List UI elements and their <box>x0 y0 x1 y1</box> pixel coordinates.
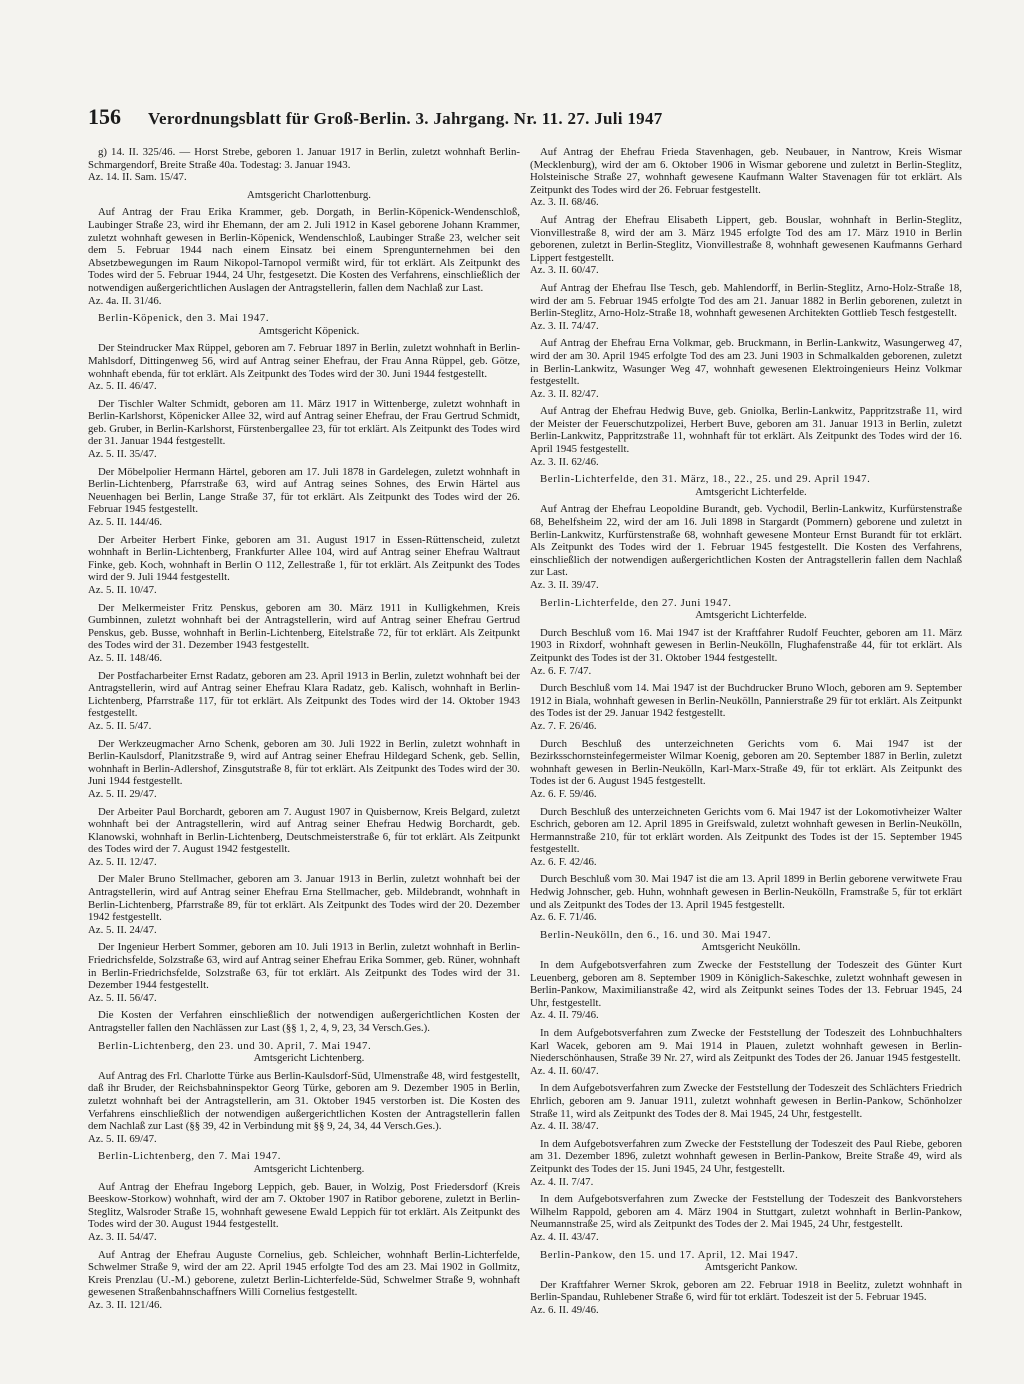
notice-text: Der Postfacharbeiter Ernst Radatz, geboren am 23. April 1913 in Berlin, zuletzt wohnhaft bei der Antragstellerin, wird auf Antrag seiner Ehefrau Klara Radatz, geb. Kalisch, wohnhaft in Berlin-Lichtenberg, Pfarrstraße 117, für tot erklärt. Als Zeitpunkt des Todes wird der 14. Oktober 1943 festgestellt. <box>88 669 520 720</box>
notice-text: g) 14. II. 325/46. — Horst Strebe, geboren 1. Januar 1917 in Berlin, zuletzt wohnhaft Berlin-Schmargendorf, Breite Straße 40a. Todestag: 3. Januar 1943. <box>88 146 520 171</box>
case-reference: Az. 3. II. 39/47. <box>530 579 599 591</box>
notice-text: Auf Antrag der Ehefrau Hedwig Buve, geb. Gniolka, Berlin-Lankwitz, Pappritzstraße 11, wird der Meister der Feuerschutzpolizei, Herbert Buve, geboren am 31. Januar 1913 in Berlin, zuletzt Berlin-Lankwitz, Pappritzstraße 11, wohnhaft für tot erklärt. Als Zeitpunkt des Todes wird der 16. April 1945 festgestellt. <box>530 405 962 456</box>
case-reference: Az. 3. II. 68/46. <box>530 196 599 209</box>
notice-entry <box>88 873 520 936</box>
court-date-line: Berlin-Köpenick, den 3. Mai 1947. <box>98 312 270 325</box>
notice-entry <box>88 189 520 202</box>
notice-entry <box>530 405 962 468</box>
case-reference: Az. 4. II. 60/47. <box>530 1064 599 1077</box>
case-reference: Az. 14. II. Sam. 15/47. <box>88 171 187 184</box>
notice-entry <box>530 337 962 400</box>
case-reference: Az. 3. II. 74/47. <box>530 319 599 332</box>
notice-entry <box>88 398 520 461</box>
notice-entry <box>88 670 520 733</box>
notice-entry <box>88 941 520 1004</box>
running-title: Verordnungsblatt für Groß-Berlin. 3. Jahrgang. Nr. 11. 27. Juli 1947 <box>148 109 663 128</box>
court-date-line: Berlin-Lichterfelde, den 27. Juni 1947. <box>540 596 732 609</box>
notice-entry <box>88 602 520 665</box>
case-reference: Az. 3. II. 60/47. <box>530 264 599 277</box>
notice-text: Durch Beschluß vom 30. Mai 1947 ist die am 13. April 1899 in Berlin geborene verwitwete Frau Hedwig Johnscher, geb. Huhn, wohnhaft gewesen in Berlin-Neukölln, Framstraße 5, für tot erklärt und als Zeitpunkt des Todes der 13. April 1945 festgestellt. <box>530 873 962 911</box>
case-reference: Az. 6. F. 59/46. <box>530 787 597 800</box>
notice-entry <box>530 597 962 622</box>
court-name: Amtsgericht Köpenick. <box>258 324 360 337</box>
notice-entry <box>530 1138 962 1188</box>
notice-entry <box>530 1082 962 1132</box>
case-reference: Az. 4. II. 7/47. <box>530 1175 594 1188</box>
page-header <box>88 104 948 130</box>
case-reference: Az. 3. II. 82/47. <box>530 387 599 400</box>
notice-text: In dem Aufgebotsverfahren zum Zwecke der Feststellung der Todeszeit des Lohnbuchhalters Karl Wacek, geboren am 9. Mai 1914 in Plauen, zuletzt wohnhaft gewesen in Berlin-Niederschönhausen, Straße 39 Nr. 27, wird als Zeitpunkt des Todes der 26. Januar 1945 festgestellt. <box>530 1027 962 1065</box>
case-reference: Az. 5. II. 12/47. <box>88 855 157 868</box>
notice-entry <box>530 503 962 591</box>
notice-text: In dem Aufgebotsverfahren zum Zwecke der Feststellung der Todeszeit des Bankvorstehers Wilhelm Rappold, geboren am 4. März 1904 in Stuttgart, zuletzt wohnhaft in Berlin-Pankow, Neumannstraße 25, wird als Zeitpunkt des Todes der 2. Mai 1945, 24 Uhr, festgestellt. <box>530 1193 962 1231</box>
case-reference: Az. 5. II. 5/47. <box>88 719 152 732</box>
notice-entry <box>88 1009 520 1034</box>
notice-entry <box>88 466 520 529</box>
case-reference: Az. 5. II. 148/46. <box>88 651 163 664</box>
notice-text: In dem Aufgebotsverfahren zum Zwecke der Feststellung der Todeszeit des Günter Kurt Leuenberg, geboren am 8. September 1909 in Königlich-Sakeschke, zuletzt wohnhaft gewesen in Berlin-Pankow, Maximilianstraße 42, wird als Zeitpunkt seines Todes der 13. Februar 1945, 24 Uhr, festgestellt. <box>530 959 962 1009</box>
case-reference: Az. 3. II. 62/46. <box>530 455 599 468</box>
notice-entry <box>88 342 520 392</box>
notice-entry <box>530 873 962 923</box>
court-date-line: Berlin-Pankow, den 15. und 17. April, 12. Mai 1947. <box>540 1248 799 1261</box>
court-date-line: Berlin-Lichtenberg, den 7. Mai 1947. <box>98 1150 282 1163</box>
notice-entry <box>530 738 962 801</box>
case-reference: Az. 5. II. 10/47. <box>88 584 157 596</box>
court-date-line: Berlin-Lichtenberg, den 23. und 30. April, 7. Mai 1947. <box>98 1039 372 1052</box>
notice-entry <box>88 1150 520 1175</box>
case-reference: Az. 3. II. 121/46. <box>88 1298 163 1311</box>
notice-entry <box>530 806 962 869</box>
notice-text: Der Werkzeugmacher Arno Schenk, geboren am 30. Juli 1922 in Berlin, zuletzt wohnhaft in Berlin-Kaulsdorf, Planitzstraße 9, wird auf Antrag seiner Ehefrau Hildegard Schenk, geb. Sellin, wohnhaft in Berlin-Adlershof, Zinsgutstraße 8, für tot erklärt. Als Zeitpunkt des Todes wird der 30. Juni 1944 festgestellt. <box>88 737 520 788</box>
case-reference: Az. 5. II. 29/47. <box>88 787 157 800</box>
notice-text: Der Ingenieur Herbert Sommer, geboren am 10. Juli 1913 in Berlin, zuletzt wohnhaft in Berlin-Friedrichsfelde, Solzstraße 63, wird auf Antrag seiner Ehefrau Erika Sommer, geb. Rüner, wohnhaft in Berlin-Friedrichsfelde, Solzstraße 63, für tot erklärt. Als Zeitpunkt des Todes wird der 31. Dezember 1944 festgestellt. <box>88 941 520 992</box>
notice-text: Der Melkermeister Fritz Penskus, geboren am 30. März 1911 in Kulligkehmen, Kreis Gumbinnen, zuletzt wohnhaft bei der Antragstellerin, wird auf Antrag seiner Ehefrau Gertrud Penskus, geb. Busse, wohnhaft in Berlin-Lichtenberg, Eitelstraße 72, für tot erklärt. Als Zeitpunkt des Todes wird der 31. Dezember 1943 festgestellt. <box>88 601 520 652</box>
notice-text: Auf Antrag der Ehefrau Auguste Cornelius, geb. Schleicher, wohnhaft Berlin-Lichterfelde, Schwelmer Straße 9, wird der am 22. April 1945 erfolgte Tod des am 23. Mai 1902 in Gollmitz, Kreis Prenzlau (U.-M.) geborene, zuletzt Berlin-Lichterfelde-Süd, Schwelmer Straße 9, wohnhaft gewesenen Straßenbahnschaffners Willi Cornelius festgestellt. <box>88 1248 520 1299</box>
notice-text: Auf Antrag der Frau Erika Krammer, geb. Dorgath, in Berlin-Köpenick-Wendenschloß, Laubinger Straße 23, wird ihr Ehemann, der am 2. Juli 1912 in Kasel geborene Johann Krammer, zuletzt wohnhaft gewesen in Berlin-Köpenick, Wendenschloß, Laubinger Straße 23, welcher seit dem 5. Februar 1944 nach einem Einsatz bei einem Sprengunternehmen bei den Absetzbewegungen im Raum Nikopol-Tarnopol vermißt wird, für tot erklärt. Als Zeitpunkt des Todes wird der 5. Februar 1944, 24 Uhr, festgesetzt. Die Kosten des Verfahrens, einschließlich der notwendigen außergerichtlichen Auslagen der Antragstellerin, fallen dem Nachlaß zur Last. <box>88 206 520 294</box>
notice-entry <box>530 627 962 677</box>
notice-text: Auf Antrag der Ehefrau Leopoldine Burandt, geb. Vychodil, Berlin-Lankwitz, Kurfürstenstraße 68, Behelfsheim 22, wird der am 16. Juli 1898 in Stargardt (Pommern) geborene und zuletzt in Berlin-Lankwitz, Kurfürstenstraße 68, wohnhaft gewesene Monteur Ernst Burandt für tot erklärt. Als Zeitpunkt des Todes wird der 1. Februar 1945 festgestellt. Die Kosten des Verfahrens, einschließlich der notwendigen außergerichtlichen Kosten der Antragstellerin fallen dem Nachlaß zur Last. <box>530 503 962 579</box>
case-reference: Az. 6. F. 7/47. <box>530 664 592 677</box>
notice-text: Der Arbeiter Paul Borchardt, geboren am 7. August 1907 in Quisbernow, Kreis Belgard, zuletzt wohnhaft bei der Antragstellerin, wird auf Antrag seiner Ehefrau Hedwig Borchardt, geb. Klanowski, wohnhaft in Berlin-Lichtenberg, Deutschmeisterstraße 6, für tot erklärt. Als Zeitpunkt des Todes wird der 7. August 1942 festgestellt. <box>88 805 520 856</box>
notice-entry <box>88 206 520 307</box>
notice-text: Auf Antrag der Ehefrau Ilse Tesch, geb. Mahlendorff, in Berlin-Steglitz, Arno-Holz-Straße 18, wird der am 5. Februar 1945 erfolgte Tod des am 21. Januar 1882 in Berlin geborenen, zuletzt in Berlin-Steglitz, Arno-Holz-Straße 18, wohnhaft gewesenen Architekten Gottlieb Tesch festgestellt. <box>530 281 962 320</box>
right-column <box>530 146 962 1366</box>
notice-text: Der Kraftfahrer Werner Skrok, geboren am 22. Februar 1918 in Beelitz, zuletzt wohnhaft in Berlin-Spandau, Ruhlebener Straße 6, wird für tot erklärt. Todeszeit ist der 5. Februar 1945. <box>530 1278 962 1304</box>
notice-text: Der Tischler Walter Schmidt, geboren am 11. März 1917 in Wittenberge, zuletzt wohnhaft in Berlin-Karlshorst, Köpenicker Allee 32, wird auf Antrag seiner Ehefrau, der Frau Gertrud Schmidt, geb. Gruber, in Berlin-Karlshorst, Fürstenbergallee 23, für tot erklärt. Als Zeitpunkt des Todes wird der 31. Januar 1944 festgestellt. <box>88 397 520 448</box>
notice-entry <box>530 473 962 498</box>
notice-text: Auf Antrag der Ehefrau Erna Volkmar, geb. Bruckmann, in Berlin-Lankwitz, Wasungerweg 47, wird der am 30. April 1945 erfolgte Tod des am 23. Juni 1903 in Schmalkalden geborenen, zuletzt in Berlin-Lankwitz, Wasunger Weg 47, wohnhaft gewesenen Elektroingenieurs Heinz Volkmar festgestellt. <box>530 337 962 388</box>
notice-entry <box>530 929 962 954</box>
case-reference: Az. 5. II. 46/47. <box>88 380 157 393</box>
notice-text: In dem Aufgebotsverfahren zum Zwecke der Feststellung der Todeszeit des Paul Riebe, geboren am 31. Dezember 1896, zuletzt wohnhaft gewesen in Berlin-Pankow, Breite Straße 49, wird als Zeitpunkt des Todes der 15. Juni 1945, 24 Uhr, festgestellt. <box>530 1137 962 1175</box>
notice-entry <box>88 806 520 869</box>
notice-text: Durch Beschluß des unterzeichneten Gerichts vom 6. Mai 1947 ist der Bezirksschornsteinfegermeister Wilmar Koenig, geboren am 20. September 1887 in Berlin, zuletzt wohnhaft gewesen in Berlin-Neukölln, Karl-Marx-Straße 49, für tot erklärt. Als Zeitpunkt des Todes ist der 6. August 1945 festgestellt. <box>530 737 962 788</box>
case-reference: Az. 3. II. 54/47. <box>88 1230 157 1243</box>
case-reference: Az. 4. II. 38/47. <box>530 1120 599 1133</box>
notice-text: Auf Antrag der Ehefrau Ingeborg Leppich, geb. Bauer, in Wolzig, Post Friedersdorf (Kreis Beeskow-Storkow) wohnhaft, wird der am 7. Oktober 1907 in Ratibor geborene, zuletzt in Berlin-Steglitz, Walsroder Straße 15, wohnhaft gewesene Ewald Leppich für tot erklärt. Als Zeitpunkt des Todes wird der 30. August 1944 festgestellt. <box>88 1180 520 1231</box>
notice-text: Der Arbeiter Herbert Finke, geboren am 31. August 1917 in Essen-Rüttenscheid, zuletzt wohnhaft in Berlin-Lichtenberg, Frankfurter Allee 104, wird auf Antrag seiner Ehefrau Waltraut Finke, geb. Koch, wohnhaft in Berlin O 112, Zellestraße 1, für tot erklärt. Als Zeitpunkt des Todes wird der 9. Juli 1944 festgestellt. <box>88 533 520 584</box>
notice-entry <box>88 1070 520 1146</box>
notice-entry <box>88 738 520 801</box>
case-reference: Az. 5. II. 69/47. <box>88 1132 157 1145</box>
left-column <box>88 146 520 1366</box>
case-reference: Az. 7. F. 26/46. <box>530 719 597 732</box>
notice-text: Auf Antrag des Frl. Charlotte Türke aus Berlin-Kaulsdorf-Süd, Ulmenstraße 48, wird festgestellt, daß ihr Bruder, der Reichsbahninspektor Georg Türke, geboren am 9. Dezember 1905 in Berlin, zuletzt wohnhaft bei der Antragstellerin, am 31. Oktober 1945 verstorben ist. Die Kosten des Verfahrens einschließlich der notwendigen außergerichtlichen Kosten der Antragstellerin fallen dem Nachlaß zur Last (§§ 39, 42 in Verbindung mit §§ 9, 24, 34, 44 Versch.Ges.). <box>88 1069 520 1133</box>
case-reference: Az. 4. II. 43/47. <box>530 1230 599 1243</box>
notice-text: Die Kosten der Verfahren einschließlich der notwendigen außergerichtlichen Kosten der Antragsteller fallen den Nachlässen zur Last (§§ 1, 2, 4, 9, 23, 34 Versch.Ges.). <box>88 1009 520 1034</box>
notice-entry <box>530 682 962 732</box>
notice-text: Durch Beschluß vom 14. Mai 1947 ist der Buchdrucker Bruno Wloch, geboren am 9. September 1912 in Biala, wohnhaft gewesen in Berlin-Neukölln, Pannierstraße 29 für tot erklärt. Als Zeitpunkt des Todes ist der 29. Januar 1942 festgestellt. <box>530 682 962 720</box>
notice-entry <box>530 146 962 209</box>
notice-entry <box>88 1249 520 1312</box>
court-name: Amtsgericht Lichtenberg. <box>253 1052 365 1065</box>
notice-text: Der Möbelpolier Hermann Härtel, geboren am 17. Juli 1878 in Gardelegen, zuletzt wohnhaft in Berlin-Lichtenberg, Pfarrstraße 63, wird auf Antrag seines Sohnes, des Erwin Härtel aus Neuenhagen bei Berlin, Lange Straße 37, für tot erklärt. Als Zeitpunkt des Todes wird der 26. Februar 1945 festgestellt. <box>88 465 520 516</box>
notice-text: In dem Aufgebotsverfahren zum Zwecke der Feststellung der Todeszeit des Schlächters Friedrich Ehrlich, geboren am 9. Januar 1911, zuletzt wohnhaft gewesen in Berlin-Pankow, Schönholzer Straße 11, wird als Zeitpunkt des Todes der 8. Mai 1945, 24 Uhr, festgestellt. <box>530 1082 962 1120</box>
case-reference: Az. 4. II. 79/46. <box>530 1009 599 1022</box>
court-date-line: Berlin-Neukölln, den 6., 16. und 30. Mai 1947. <box>540 928 772 941</box>
notice-entry <box>88 1040 520 1065</box>
case-reference: Az. 5. II. 144/46. <box>88 516 163 529</box>
notice-entry <box>530 1249 962 1274</box>
notice-entry <box>530 214 962 277</box>
notice-entry <box>88 146 520 184</box>
notice-entry <box>530 1279 962 1317</box>
notice-entry <box>88 1181 520 1244</box>
court-name: Amtsgericht Lichtenberg. <box>253 1162 365 1175</box>
court-name: Amtsgericht Lichterfelde. <box>695 485 807 498</box>
court-name: Amtsgericht Charlottenburg. <box>247 188 371 201</box>
notice-entry <box>530 282 962 332</box>
court-name: Amtsgericht Neukölln. <box>701 941 801 954</box>
case-reference: Az. 4a. II. 31/46. <box>88 294 162 307</box>
case-reference: Az. 5. II. 35/47. <box>88 448 157 461</box>
case-reference: Az. 5. II. 24/47. <box>88 923 157 936</box>
page-number: 156 <box>88 104 121 129</box>
notice-text: Auf Antrag der Ehefrau Elisabeth Lippert, geb. Bouslar, wohnhaft in Berlin-Steglitz, Vionvillestraße 8, wird der am 3. März 1945 erfolgte Tod des am 17. März 1910 in Berlin geborenen, zuletzt in Berlin-Steglitz, Vionvillestraße 8, wohnhaft gewesenen Kaufmanns Gerhard Lippert festgestellt. <box>530 213 962 264</box>
notice-text: Durch Beschluß vom 16. Mai 1947 ist der Kraftfahrer Rudolf Feuchter, geboren am 11. März 1903 in Rixdorf, wohnhaft gewesen in Berlin-Neukölln, Flughafenstraße 44, für tot erklärt. Als Zeitpunkt des Todes ist der 31. Oktober 1944 festgestellt. <box>530 626 962 664</box>
notice-text: Auf Antrag der Ehefrau Frieda Stavenhagen, geb. Neubauer, in Nantrow, Kreis Wismar (Mecklenburg), wird der am 6. Oktober 1906 in Wismar geborene und zuletzt in Berlin-Steglitz, Holsteinische Straße 27, wohnhaft gewesene Kaufmann Walter Stavenagen für tot erklärt. Als Zeitpunkt des Todes wird der 26. Februar festgestellt. <box>530 146 962 196</box>
case-reference: Az. 6. F. 71/46. <box>530 911 597 924</box>
case-reference: Az. 6. F. 42/46. <box>530 855 597 868</box>
notice-text: Der Steindrucker Max Rüppel, geboren am 7. Februar 1897 in Berlin, zuletzt wohnhaft in Berlin-Mahlsdorf, Dittingenweg 56, wird auf Antrag seiner Ehefrau, der Frau Anna Rüppel, geb. Götze, wohnhaft ebenda, für tot erklärt. Als Zeitpunkt des Todes wird der 30. Juni 1944 festgestellt. <box>88 342 520 380</box>
notice-text: Durch Beschluß des unterzeichneten Gerichts vom 6. Mai 1947 ist der Lokomotivheizer Walter Eschrich, geboren am 12. April 1895 in Greifswald, zuletzt wohnhaft gewesen in Berlin-Neukölln, Hermannstraße 210, für tot erklärt worden. Als Zeitpunkt des Todes ist der 15. September 1945 festgestellt. <box>530 805 962 856</box>
notice-entry <box>530 1027 962 1077</box>
notice-entry <box>530 1193 962 1243</box>
court-name: Amtsgericht Pankow. <box>704 1261 798 1274</box>
notice-text: Der Maler Bruno Stellmacher, geboren am 3. Januar 1913 in Berlin, zuletzt wohnhaft bei der Antragstellerin, wird auf Antrag seiner Ehefrau Erna Stellmacher, geb. Mildebrandt, wohnhaft in Berlin-Lichtenberg, Pfarrstraße 89, für tot erklärt. Als Zeitpunkt des Todes wird der 20. Dezember 1942 festgestellt. <box>88 873 520 924</box>
case-reference: Az. 5. II. 56/47. <box>88 991 157 1004</box>
case-reference: Az. 6. II. 49/46. <box>530 1303 599 1316</box>
notice-entry <box>88 534 520 597</box>
notice-entry <box>530 959 962 1022</box>
court-name: Amtsgericht Lichterfelde. <box>695 609 807 622</box>
court-date-line: Berlin-Lichterfelde, den 31. März, 18., 22., 25. und 29. April 1947. <box>540 473 871 486</box>
notice-entry <box>88 312 520 337</box>
